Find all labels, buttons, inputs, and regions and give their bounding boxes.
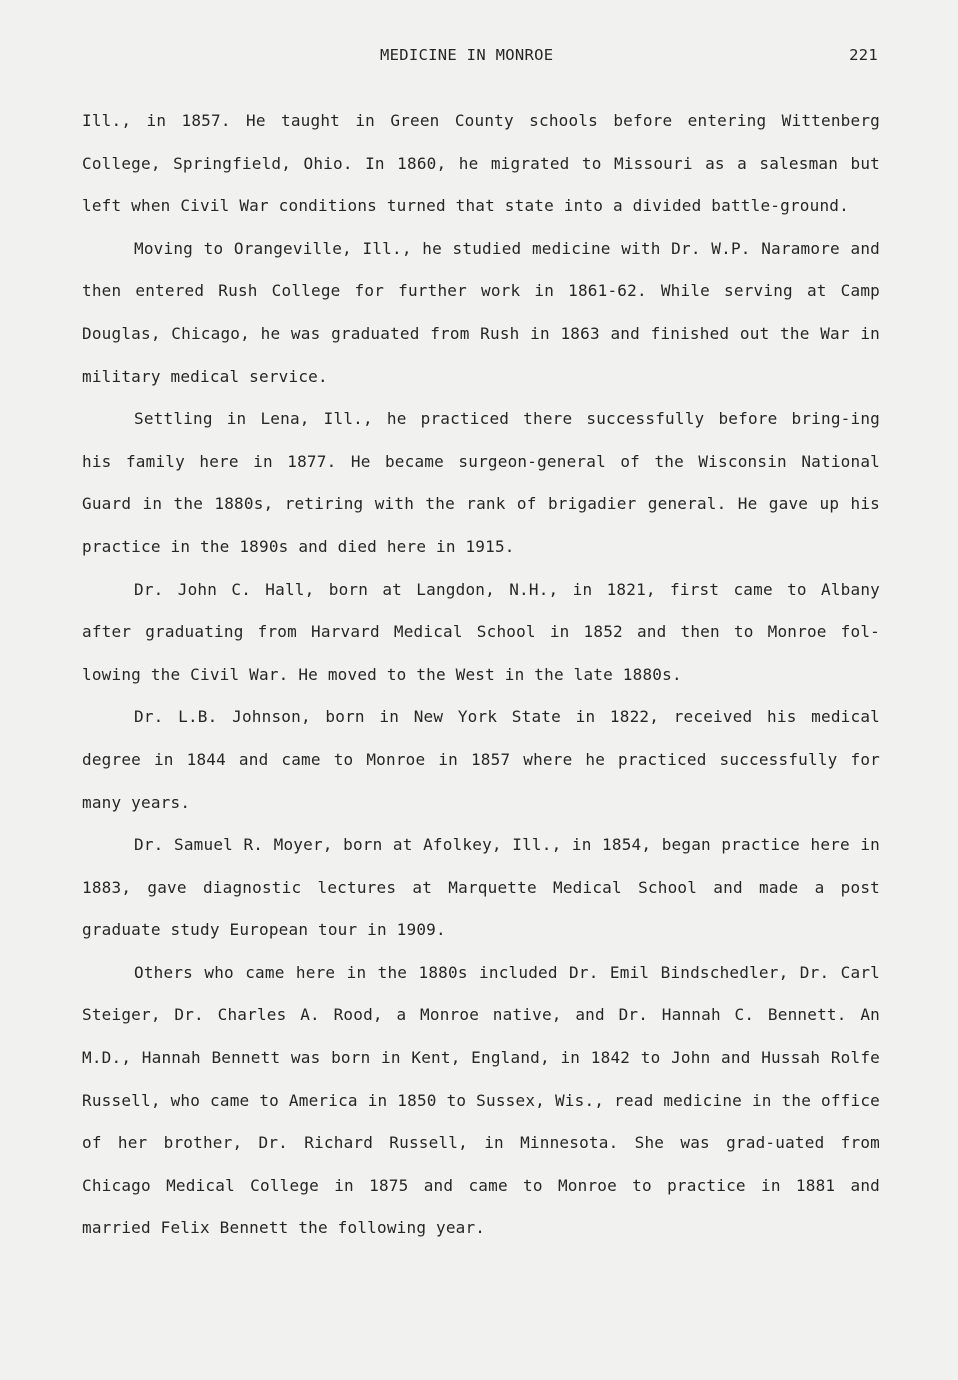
paragraph-continuation: Ill., in 1857. He taught in Green County schools before entering Wittenberg College, Springfield, Ohio. In 1860, he migrated to Missouri as a salesman but left when Civil War conditions turned that state into a divided battle-ground. bbox=[82, 111, 880, 216]
running-header bbox=[0, 46, 958, 70]
paragraph-medical-training: Moving to Orangeville, Ill., he studied medicine with Dr. W.P. Naramore and then entered Rush College for further work in 1861-62. While serving at Camp Douglas, Chicago, he was graduated from Rush in 1863 and finished out the War in military medical service. bbox=[82, 238, 880, 386]
paragraph-lb-johnson: Dr. L.B. Johnson, born in New York State in 1822, received his medical degree in 1844 and came to Monroe in 1857 where he practiced successfully for many years. bbox=[82, 707, 880, 812]
body-text bbox=[82, 100, 880, 1250]
paragraph-lena-practice: Settling in Lena, Ill., he practiced there successfully before bring-ing his family here in 1877. He became surgeon-general of the Wisconsin National Guard in the 1880s, retiring with the rank of brigadier general. He gave up his practice in the 1890s and died here in 1915. bbox=[82, 409, 880, 556]
paragraph-samuel-moyer: Dr. Samuel R. Moyer, born at Afolkey, Ill., in 1854, began practice here in 1883, gave diagnostic lectures at Marquette Medical School and made a post graduate study European tour in 1909. bbox=[82, 835, 880, 940]
paragraph-1880s-physicians: Others who came here in the 1880s included Dr. Emil Bindschedler, Dr. Carl Steiger, Dr. Charles A. Rood, a Monroe native, and Dr. Hannah C. Bennett. An M.D., Hannah Bennett was born in Kent, England, in 1842 to John and Hussah Rolfe Russell, who came to America in 1850 to Sussex, Wis., read medicine in the office of her brother, Dr. Richard Russell, in Minnesota. She was grad-uated from Chicago Medical College in 1875 and came to Monroe to practice in 1881 and married Felix Bennett the following year. bbox=[82, 962, 880, 1238]
page-number: 221 bbox=[849, 46, 878, 64]
paragraph-john-hall: Dr. John C. Hall, born at Langdon, N.H., in 1821, first came to Albany after graduating from Harvard Medical School in 1852 and then to Monroe fol-lowing the Civil War. He moved to the West in the late 1880s. bbox=[82, 579, 880, 684]
header-title: MEDICINE IN MONROE bbox=[380, 46, 554, 64]
